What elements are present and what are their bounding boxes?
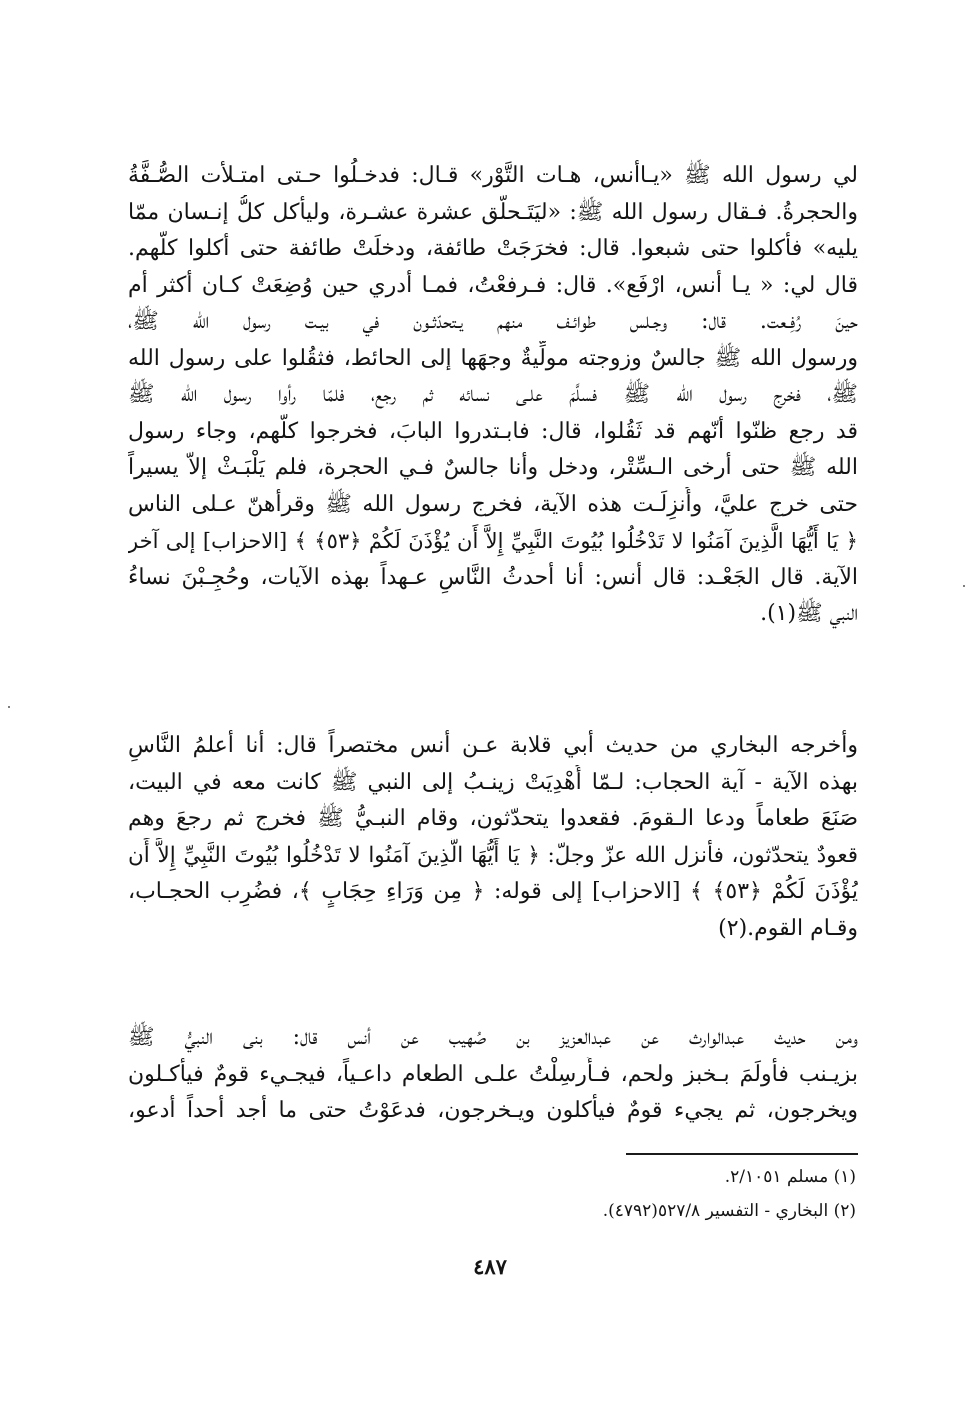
paragraph-2 xyxy=(128,728,858,947)
text-line: النبي ﷺ(١). xyxy=(760,601,858,626)
text-line: قد رجع ظنّوا أنّهم قد ثَقُلوا، قال: فابـتدروا البابَ، فخرجوا كلُّهم، وجاء رسول xyxy=(128,418,858,444)
quran-verse-line: ﴿ يَا أَيُّهَا الَّذِينَ آمَنُوا لا تَدْخُلُوا بُيُوتَ النَّبِيِّ إِلاَّ أَن يُؤْذَنَ لَكُمْ ﴿٥٣﴾ ﴾ [الاحزاب] إلى آخر xyxy=(128,529,858,553)
text-line: يليه» فأكلوا حتى شبعوا. قال: فخرَجَتْ طائفة، ودخلَتْ طائفة حتى أكلوا كلُّهم. xyxy=(128,236,858,261)
scan-speck xyxy=(8,706,10,708)
text-line: الله ﷺ حتى أرخى الـسِّتْر، ودخل وأنا جالسٌ فـي الحجرة، فلم يَلْبَـثْ إلاّ يسيراً xyxy=(128,455,858,480)
page-number: ٤٨٧ xyxy=(473,1254,507,1279)
text-line: ﷺ، فخرج رسول الله ﷺ فسلَّمَ علـى نسائه ثم رجع، فلمّا رأوا رسول الله ﷺ xyxy=(128,382,858,407)
text-line: بهذه الآية - آية الحجاب: لـمّا أُهْدِيَتْ زينـبُ إلى النبي ﷺ كانت معه في البيت، xyxy=(128,769,858,795)
footnotes xyxy=(400,1160,856,1228)
text-line: وأخرجه البخاري من حديث أبي قلابة عـن أنس مختصراً قال: أنا أعلمُ النَّاسِ xyxy=(128,733,858,758)
text-line: بزيـنب فأولَمَ بـخبز ولحم، فـأُرسِلْتُ علـى الطعام داعـياً، فيجـيء قومٌ فيأكـلون xyxy=(128,1061,858,1087)
text-line: حتى خرج عليَّ، وأُنزِلَـت هذه الآية، فخرج رسول الله ﷺ وقرأهنّ عـلى الناس xyxy=(128,491,858,517)
paragraph-3 xyxy=(128,1020,858,1130)
scan-speck xyxy=(963,585,965,587)
text-line: ورسول الله ﷺ جالسٌ وزوجته مولِّيةٌ وجهَها إلى الحائط، فثقُلوا على رسول الله xyxy=(128,345,858,371)
text-line: الآية. قال الجَعْـد: قال أنس: أنا أحدثُ النَّاسِ عـهداً بهذه الآيات، وحُجِـبْنَ نساءُ xyxy=(128,564,858,590)
text-line: صَنَعَ طعاماً ودعا الـقومَ. فقعدوا يتحدّثون، وقام النبـيُّ ﷺ فخرج ثم رجعَ وهم xyxy=(128,806,858,831)
text-line: قال لي: « يـا أنس، ارْفَع». قال: فـرفعْتُ، فمـا أدري حين وُضِعَتْ كـان أكثر أم xyxy=(128,272,858,298)
footnote-2: (٢) البخاري - التفسير ٥٢٧/٨(٤٧٩٢). xyxy=(602,1201,856,1221)
paragraph-1 xyxy=(128,158,858,633)
quran-verse-line: يُؤْذَنَ لَكُمْ ﴿٥٣﴾ ﴾ [الاحزاب] إلى قوله: ﴿ مِن وَرَاءِ حِجَابٍ ﴾، فضُرِب الحجـاب، xyxy=(128,879,858,904)
text-line: والحجرةُ. فـقال رسول الله ﷺ: «ليَتَـحلَّق عشرة عشـرة، وليأكل كلُّ إنـسان ممّا xyxy=(128,199,858,225)
text-line: ويخرجون، ثم يجيء قومٌ فيأكلون ويـخرجون، فدعَوْتُ حتى ما أجد أحداً أدعو، xyxy=(128,1098,858,1123)
text-line: وقـام القوم.(٢) xyxy=(718,915,858,941)
footnote-1: (١) مسلم ٢/١٠٥١. xyxy=(724,1167,856,1187)
text-line: ومن حديث عبدالوارث عن عبدالعزيز بن صُهيب عن أنس قال: بنى النبيُّ ﷺ xyxy=(128,1025,858,1050)
text-line: حينَ رُفِـعت. قال: وجـلس طوائـف منهم يـتحدّثـون في بيـت رسول الله ﷺ، xyxy=(128,309,858,334)
text-line: لي رسول الله ﷺ «يـاأنس، هـات التَّوْر» قـال: فدخـلُوا حـتى امتـلأت الصُّـفَّةُ xyxy=(128,163,858,188)
quran-verse-line: قعودٌ يتحدّثون، فأنزل الله عزّ وجلّ: ﴿ يَا أَيُّهَا الَّذِينَ آمَنُوا لا تَدْخُلُوا بُيُوتَ النَّبِيِّ إِلاَّ أَن xyxy=(128,842,858,868)
footnote-separator xyxy=(626,1153,858,1155)
